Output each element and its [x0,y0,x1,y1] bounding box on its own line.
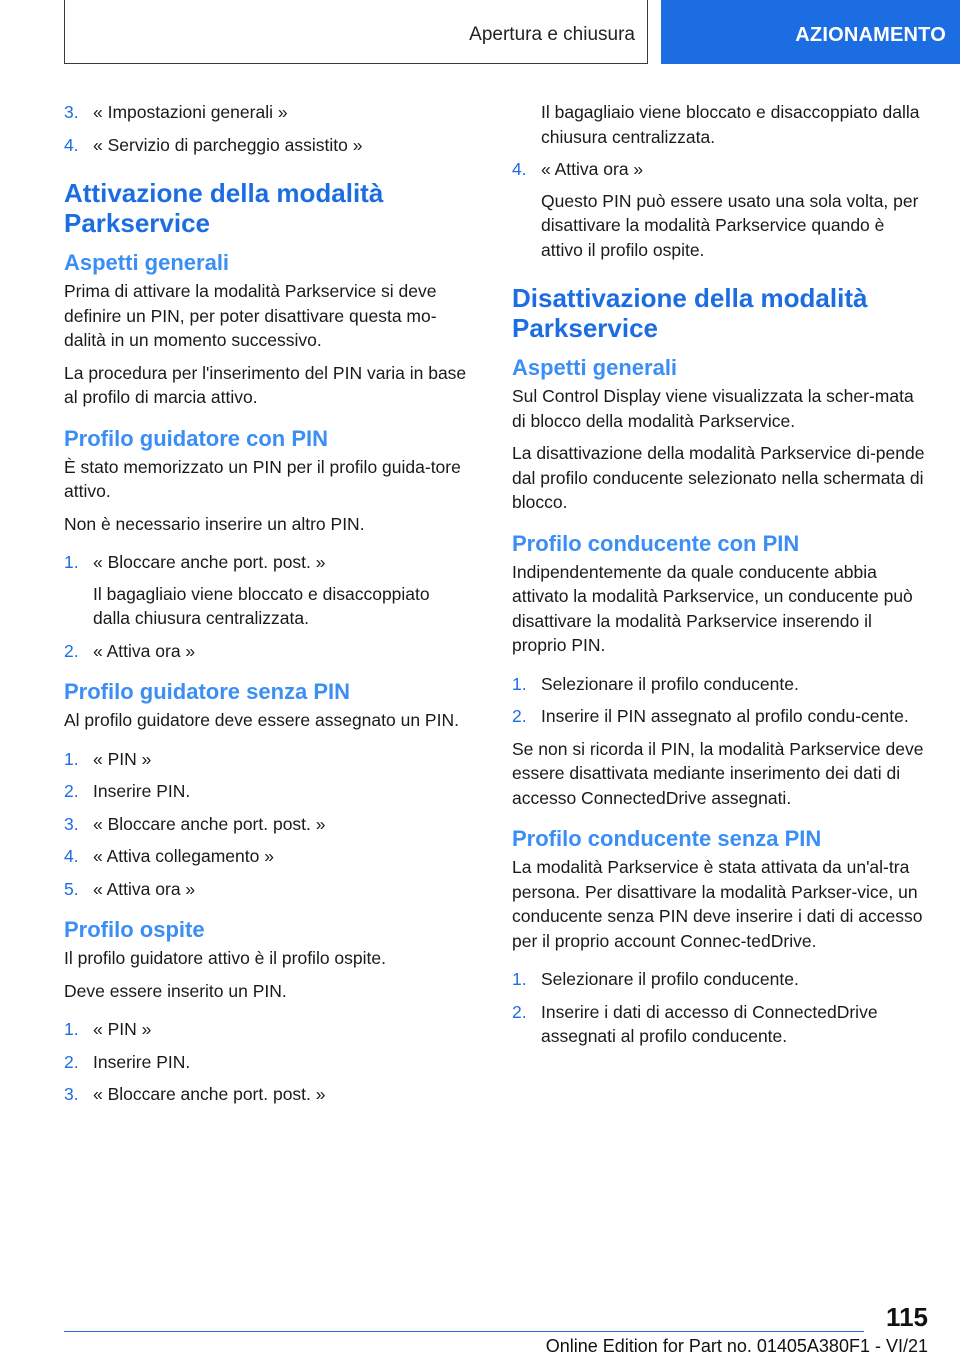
header-section-title: Apertura e chiusura [469,24,635,45]
subheading-conducente-con-pin: Profilo conducente con PIN [512,530,800,556]
page-number: 115 [886,1302,928,1332]
subheading-aspetti-generali: Aspetti generali [512,355,678,380]
subheading-profilo-ospite: Profilo ospite [64,917,205,942]
list-item: 2. Inserire PIN. [64,781,191,801]
list-item: 1. Selezionare il profilo conducente. [512,969,799,989]
paragraph: Non è necessario inserire un altro PIN. [64,513,365,534]
list-item: 2. « Attiva ora » [64,640,196,661]
step-note: Il bagagliaio viene bloccato e disaccoppiato dalla chiusura centralizzata. [541,102,920,147]
list-item: 4. « Attiva ora » [512,159,644,179]
paragraph: Deve essere inserito un PIN. [64,980,287,1001]
step-note: Questo PIN può essere usato una sola volta, per disattivare la modalità Parkservice quando è attivo il profilo ospite. [541,190,919,260]
list-item: 3. « Impostazioni generali » [64,102,288,122]
list-item: 5. « Attiva ora » [64,878,196,899]
paragraph: Sul Control Display viene visualizzata la scher‐mata di blocco della modalità Parkservice. [512,386,914,431]
section-heading-disattivazione: Disattivazione della modalità Parkservice [512,283,868,343]
list-item: 4. « Servizio di parcheggio assistito » [64,134,363,155]
paragraph: Se non si ricorda il PIN, la modalità Parkservice deve essere disattivata mediante inserimento dei dati di accesso ConnectedDrive assegnati. [512,738,924,808]
list-item: 1. « PIN » [64,748,152,769]
header-chapter-title: AZIONAMENTO [795,24,946,46]
footer-edition-text: Online Edition for Part no. 01405A380F1 - VI/21 [545,1336,928,1356]
step-note: Il bagagliaio viene bloccato e disaccoppiato dalla chiusura centralizzata. [93,583,430,628]
list-item: 3. « Bloccare anche port. post. » [64,1084,326,1104]
paragraph: Al profilo guidatore deve essere assegnato un PIN. [64,710,459,730]
list-item: 4. « Attiva collegamento » [64,846,274,866]
paragraph: Indipendentemente da quale conducente abbia attivato la modalità Parkservice, un conducente può disattivare la modalità Parkservice inserendo il proprio PIN. [512,561,913,655]
subheading-profilo-senza-pin: Profilo guidatore senza PIN [64,679,351,704]
list-item: 3. « Bloccare anche port. post. » [64,813,326,834]
left-column [64,100,469,1107]
paragraph: Il profilo guidatore attivo è il profilo ospite. [64,948,386,968]
paragraph: È stato memorizzato un PIN per il profilo guida‐tore attivo. [64,456,461,501]
list-item: 1. « Bloccare anche port. post. » [64,552,326,572]
list-item: 2. Inserire PIN. [64,1051,191,1072]
paragraph: La disattivazione della modalità Parkservice di‐pende dal profilo conducente selezionato nella schermata di blocco. [512,443,925,512]
footer-divider [64,1331,864,1332]
paragraph: La procedura per l'inserimento del PIN varia in base al profilo di marcia attivo. [64,362,467,407]
paragraph: Prima di attivare la modalità Parkservice si deve definire un PIN, per poter disattivare questa mo‐dalità in un momento successivo. [64,281,437,350]
list-item: 2. Inserire i dati di accesso di ConnectedDrive assegnati al profilo conducente. [512,1001,878,1046]
subheading-conducente-senza-pin: Profilo conducente senza PIN [512,826,822,851]
list-item: 2. Inserire il PIN assegnato al profilo condu‐cente. [512,706,909,726]
list-item: 1. « PIN » [64,1019,152,1039]
list-item: 1. Selezionare il profilo conducente. [512,673,799,694]
subheading-profilo-con-pin: Profilo guidatore con PIN [64,425,329,451]
section-heading-attivazione: Attivazione della modalità Parkservice [64,178,384,238]
right-column [512,100,930,1049]
subheading-aspetti-generali: Aspetti generali [64,250,230,275]
paragraph: La modalità Parkservice è stata attivata da un'al‐tra persona. Per disattivare la modalità Parkser‐vice, un conducente senza PIN deve inserire i dati di accesso per il proprio account Connec‐tedDrive. [512,857,923,951]
